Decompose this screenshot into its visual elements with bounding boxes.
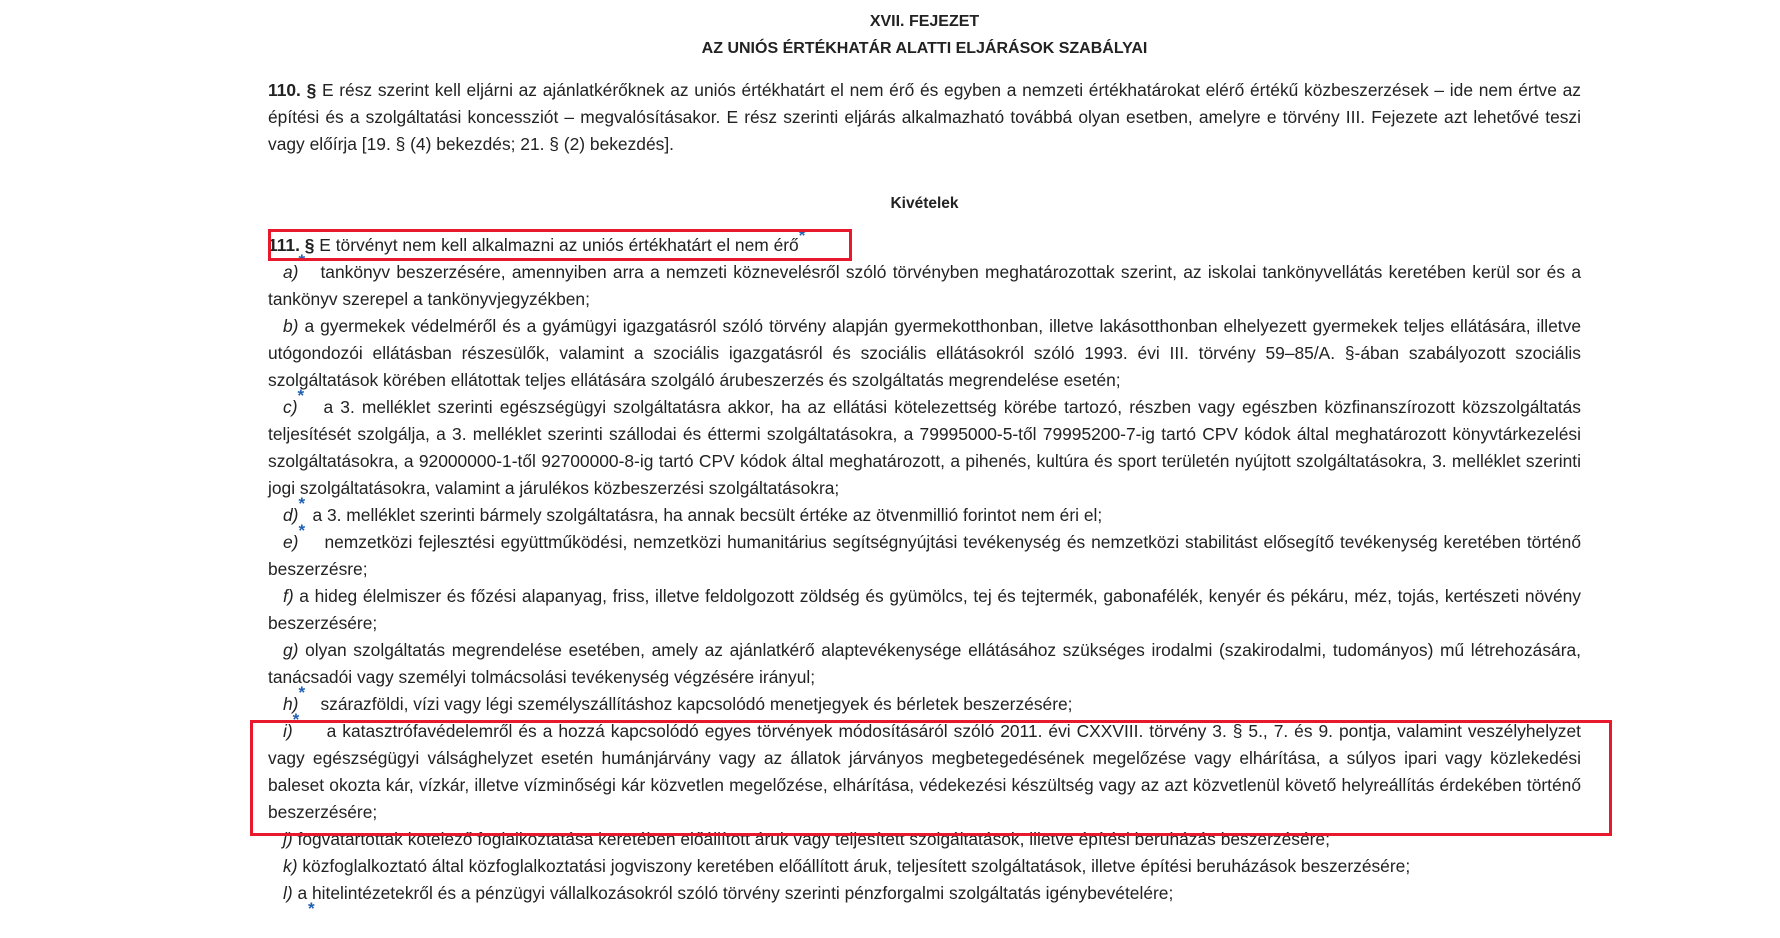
chapter-title: AZ UNIÓS ÉRTÉKHATÁR ALATTI ELJÁRÁSOK SZABÁLYAI bbox=[701, 40, 1148, 57]
amendment-link-icon[interactable]: * bbox=[297, 386, 305, 405]
item-letter: d) bbox=[283, 505, 299, 525]
item-text: a katasztrófavédelemről és a hozzá kapcsolódó egyes törvények módosításáról szóló 2011. évi CXXVIII. törvény 3. § 5., 7. és 9. pontja, valamint veszélyhelyzet vagy egészségügyi válsághelyzet esetén humánjárvány vagy az állatok járványos megbetegedésének megelőzése vagy elhárítása, a súlyos ipari vagy közlekedési baleset okozta kár, vízkár, illetve vízminőségi kár közvetlen megelőzése, elhárítása, védekezési készültség vagy az azt közvetlenül követő helyreállítás érdekében történő beszerzésére; bbox=[268, 721, 1581, 822]
item-text: nemzetközi fejlesztési együttműködési, nemzetközi humanitárius segítségnyújtási tevékenység és nemzetközi stabilitást elősegítő tevékenység keretében történő beszerzésre; bbox=[268, 532, 1581, 579]
section-111-text: E törvényt nem kell alkalmazni az uniós értékhatárt el nem érő bbox=[319, 235, 799, 255]
amendment-link-icon[interactable]: * bbox=[298, 521, 306, 540]
item-letter: i) bbox=[283, 721, 293, 741]
item-text: a hideg élelmiszer és főzési alapanyag, friss, illetve feldolgozott zöldség és gyümölcs, tej és tejtermék, gabonafélék, kenyér és pékáru, méz, tojás, kertészeti növény beszerzésére; bbox=[268, 586, 1581, 633]
item-k bbox=[268, 853, 1581, 880]
item-l bbox=[268, 880, 1581, 907]
item-letter: c) bbox=[283, 397, 298, 417]
item-h bbox=[268, 683, 1581, 718]
item-b bbox=[268, 313, 1581, 394]
amendment-link-icon[interactable]: * bbox=[298, 251, 306, 270]
item-text: fogvatartottak kötelező foglalkoztatása keretében előállított áruk vagy teljesített szolgáltatások, illetve építési beruházás beszerzésére; bbox=[297, 829, 1330, 849]
highlight-box-section-111 bbox=[268, 229, 852, 261]
section-110 bbox=[268, 77, 1581, 158]
item-letter: a) bbox=[283, 262, 299, 282]
chapter-number: XVII. FEJEZET bbox=[869, 13, 980, 30]
item-text: a 3. melléklet szerinti bármely szolgáltatásra, ha annak becsült értéke az ötvenmillió forintot nem éri el; bbox=[312, 505, 1103, 525]
section-111-number: 111. § bbox=[268, 235, 315, 255]
item-text: olyan szolgáltatás megrendelése esetében, amely az ajánlatkérő alaptevékenysége ellátásához szükséges irodalmi (szakirodalmi, tudományos) mű létrehozására, tanácsadói vagy személyi tolmácsolási tevékenység végzésére irányul; bbox=[268, 640, 1581, 687]
item-text: tankönyv beszerzésére, amennyiben arra a nemzeti köznevelésről szóló törvényben meghatározottak szerint, az iskolai tankönyvellátás keretében kerül sor és a tankönyv szerepel a tankönyvjegyzékben; bbox=[268, 262, 1581, 309]
item-f bbox=[268, 583, 1581, 637]
item-letter: j) bbox=[283, 829, 293, 849]
section-110-number: 110. § bbox=[268, 80, 317, 100]
item-letter: b) bbox=[283, 316, 299, 336]
amendment-link-icon[interactable]: * bbox=[298, 494, 306, 513]
highlight-box-item-i bbox=[250, 720, 1612, 836]
item-text: szárazföldi, vízi vagy légi személyszállításhoz kapcsolódó menetjegyek és bérletek beszerzésére; bbox=[320, 694, 1073, 714]
item-c bbox=[268, 386, 1581, 502]
item-letter: k) bbox=[283, 856, 298, 876]
amendment-link-icon[interactable]: * bbox=[292, 710, 300, 729]
item-text: közfoglalkoztató által közfoglalkoztatási jogviszony keretében előállított áruk, teljesített szolgáltatások, illetve építési beruházások beszerzésére; bbox=[302, 856, 1411, 876]
item-letter: h) bbox=[283, 694, 299, 714]
chapter-heading bbox=[268, 8, 1581, 62]
item-text: a 3. melléklet szerinti egészségügyi szolgáltatásra akkor, ha az ellátási kötelezettség körébe tartozó, részben vagy egészben közfinanszírozott közszolgáltatás teljesítését szolgálja, a 3. melléklet szerinti szállodai és éttermi szolgáltatásokra, a 79995000-5-től 79995200-7-ig tartó CPV kódok által meghatározott könyvtárkezelési szolgáltatásokra, a 92000000-1-től 92700000-8-ig tartó CPV kódok által meghatározott, a pihenés, kultúra és sport területén nyújtott szolgáltatásokra, 3. melléklet szerinti jogi szolgáltatásokra, valamint a járulékos közbeszerzési szolgáltatásokra; bbox=[268, 397, 1581, 498]
item-g bbox=[268, 637, 1581, 691]
amendment-link-icon[interactable]: * bbox=[798, 226, 806, 245]
item-letter: e) bbox=[283, 532, 299, 552]
item-letter: g) bbox=[283, 640, 299, 660]
amendment-link-icon[interactable]: * bbox=[298, 683, 306, 702]
section-110-text: E rész szerint kell eljárni az ajánlatkérőknek az uniós értékhatárt el nem érő és egyben a nemzeti értékhatárokat elérő értékű közbeszerzések – ide nem értve az építési és a szolgáltatási koncessziót – megvalósításakor. E rész szerinti eljárás alkalmazható továbbá olyan esetben, amelyre e törvény III. Fejezete azt lehetővé teszi vagy előírja [19. § (4) bekezdés; 21. § (2) bekezdés]. bbox=[268, 80, 1581, 154]
item-a bbox=[268, 251, 1581, 313]
item-e bbox=[268, 521, 1581, 583]
item-text: a gyermekek védelméről és a gyámügyi igazgatásról szóló törvény alapján gyermekotthonban, illetve lakásotthonban elhelyezett gyermekek teljes ellátására, illetve utógondozói ellátásban részesülők, valamint a szociális igazgatásról és szociális ellátásokról szóló 1993. évi III. törvény 59–85/A. §-ában szabályozott szociális szolgáltatások körében ellátottak teljes ellátására szolgáló árubeszerzés és szolgáltatás megrendelése esetén; bbox=[268, 316, 1581, 390]
subtitle-kivetelek: Kivételek bbox=[890, 195, 959, 212]
item-text: a hitelintézetekről és a pénzügyi vállalkozásokról szóló törvény szerinti pénzforgalmi szolgáltatás igénybevételére; bbox=[297, 883, 1174, 903]
item-letter: f) bbox=[283, 586, 294, 606]
item-d bbox=[268, 494, 1581, 529]
item-next-partial bbox=[268, 899, 1581, 934]
item-letter: l) bbox=[283, 883, 293, 903]
amendment-link-icon[interactable]: * bbox=[308, 899, 315, 918]
